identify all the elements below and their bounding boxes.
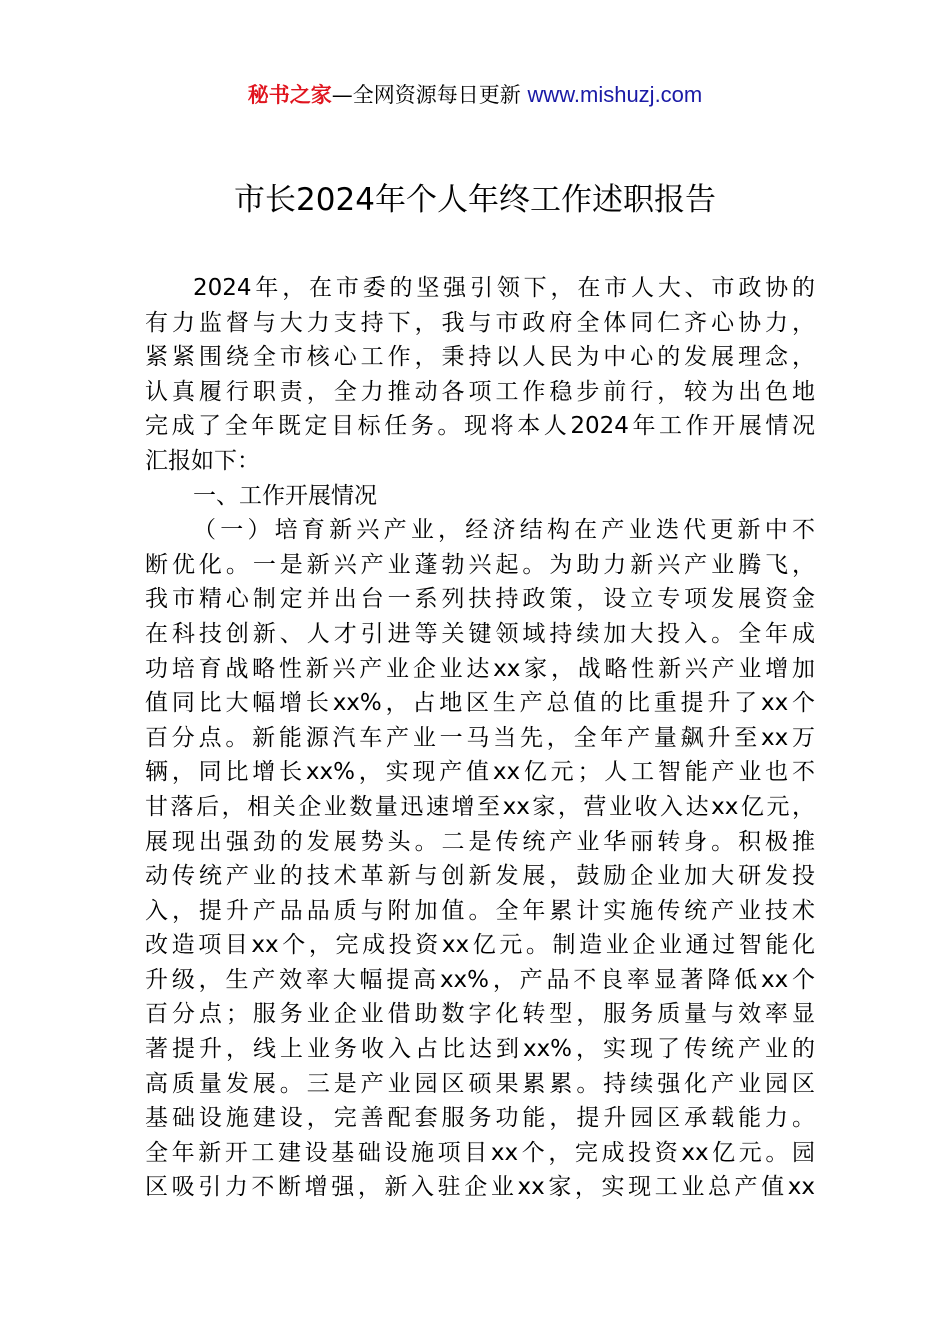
paragraph-line: 百分点。新能源汽车产业一马当先，全年产量飙升至xx万	[145, 724, 815, 751]
paragraph-line: 完成了全年既定目标任务。现将本人2024年工作开展情况	[145, 413, 815, 440]
paragraph-line: 升级，生产效率大幅提高xx%，产品不良率显著降低xx个	[145, 966, 815, 993]
section-heading: 一、工作开展情况	[193, 482, 377, 509]
paragraph-line: 百分点；服务业企业借助数字化转型，服务质量与效率显	[145, 1001, 815, 1028]
paragraph-line: 辆，同比增长xx%，实现产值xx亿元；人工智能产业也不	[145, 759, 815, 786]
site-header	[0, 80, 950, 110]
paragraph-line: 著提升，线上业务收入占比达到xx%，实现了传统产业的	[145, 1036, 815, 1063]
paragraph-line: 区吸引力不断增强，新入驻企业xx家，实现工业总产值xx	[145, 1174, 815, 1201]
paragraph-line: 紧紧围绕全市核心工作，秉持以人民为中心的发展理念，	[145, 344, 815, 371]
paragraph-line: 甘落后，相关企业数量迅速增至xx家，营业收入达xx亿元，	[145, 793, 815, 820]
paragraph-line: （一）培育新兴产业，经济结构在产业迭代更新中不	[193, 517, 815, 544]
paragraph-line: 值同比大幅增长xx%，占地区生产总值的比重提升了xx个	[145, 690, 815, 717]
paragraph-line: 汇报如下：	[145, 447, 260, 474]
header-tagline: —全网资源每日更新	[331, 83, 528, 107]
paragraph-line: 展现出强劲的发展势头。二是传统产业华丽转身。积极推	[145, 828, 815, 855]
document-body	[145, 271, 815, 1205]
paragraph-line: 入，提升产品品质与附加值。全年累计实施传统产业技术	[145, 897, 815, 924]
paragraph-line: 改造项目xx个，完成投资xx亿元。制造业企业通过智能化	[145, 932, 815, 959]
paragraph-line: 有力监督与大力支持下，我与市政府全体同仁齐心协力，	[145, 309, 815, 336]
paragraph-line: 在科技创新、人才引进等关键领域持续加大投入。全年成	[145, 620, 815, 647]
paragraph-line: 认真履行职责，全力推动各项工作稳步前行，较为出色地	[145, 378, 815, 405]
paragraph-line: 功培育战略性新兴产业企业达xx家，战略性新兴产业增加	[145, 655, 815, 682]
document-title: 市长2024年个人年终工作述职报告	[234, 182, 716, 218]
paragraph-line: 高质量发展。三是产业园区硕果累累。持续强化产业园区	[145, 1070, 815, 1097]
paragraph-line: 动传统产业的技术革新与创新发展，鼓励企业加大研发投	[145, 863, 815, 890]
paragraph-line: 基础设施建设，完善配套服务功能，提升园区承载能力。	[145, 1105, 815, 1132]
paragraph-line: 全年新开工建设基础设施项目xx个，完成投资xx亿元。园	[145, 1139, 815, 1166]
paragraph-line: 2024年，在市委的坚强引领下，在市人大、市政协的	[193, 275, 815, 301]
site-url-link[interactable]: www.mishuzj.com	[527, 82, 703, 107]
brand-name: 秘书之家	[247, 83, 332, 107]
paragraph-line: 断优化。一是新兴产业蓬勃兴起。为助力新兴产业腾飞，	[145, 551, 815, 578]
paragraph-line: 我市精心制定并出台一系列扶持政策，设立专项发展资金	[145, 586, 815, 613]
